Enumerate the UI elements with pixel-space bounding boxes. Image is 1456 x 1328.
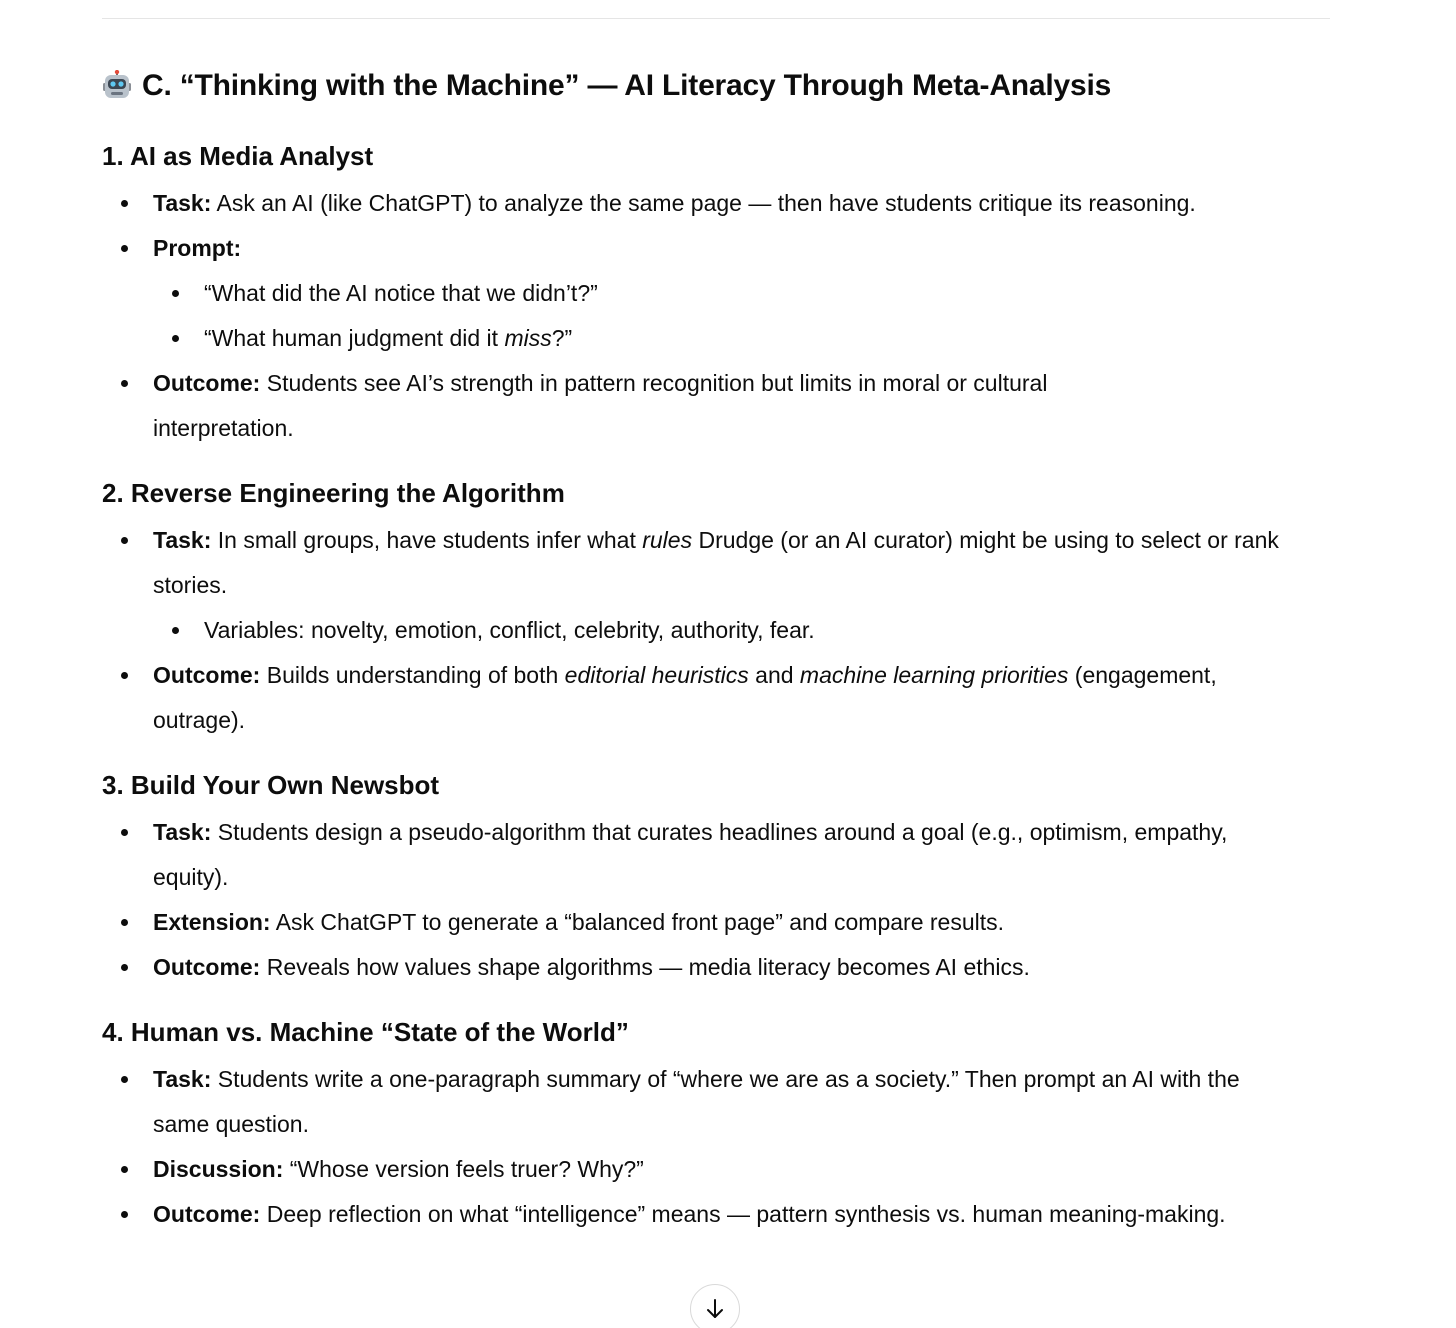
list-item	[102, 181, 1342, 226]
task-text-end: Drudge (or an AI curator) might be using to select or rank stories.	[153, 527, 1279, 598]
prompt-text: “What human judgment did it	[204, 325, 505, 351]
list-item: “What did the AI notice that we didn’t?”	[153, 271, 1342, 316]
section-3	[102, 768, 1342, 990]
discussion-text: “Whose version feels truer? Why?”	[283, 1156, 644, 1182]
outcome-italic: editorial heuristics	[564, 662, 749, 688]
prompt-label: Prompt:	[153, 235, 242, 261]
prompt-text-end: ?”	[551, 325, 573, 351]
main-heading-text: C. “Thinking with the Machine” — AI Literacy Through Meta-Analysis	[142, 69, 1112, 102]
task-label: Task:	[153, 819, 212, 845]
message-content	[102, 66, 1342, 1237]
discussion-label: Discussion:	[153, 1156, 284, 1182]
outcome-text: Deep reflection on what “intelligence” means — pattern synthesis vs. human meaning-making.	[260, 1201, 1226, 1227]
arrow-down-icon	[703, 1297, 727, 1321]
list-item: Variables: novelty, emotion, conflict, celebrity, authority, fear.	[153, 608, 1282, 653]
task-text: In small groups, have students infer what	[211, 527, 643, 553]
task-text: Students write a one-paragraph summary of “where we are as a society.” Then prompt an AI with the same question.	[153, 1066, 1240, 1137]
list-item	[102, 900, 1342, 945]
list-item	[102, 1147, 1342, 1192]
outcome-text: Reveals how values shape algorithms — media literacy becomes AI ethics.	[260, 954, 1030, 980]
section-2-title: 2. Reverse Engineering the Algorithm	[102, 478, 565, 508]
task-label: Task:	[153, 1066, 212, 1092]
outcome-text: Students see AI’s strength in pattern recognition but limits in moral or cultural interpretation.	[153, 370, 1048, 441]
section-2-list	[102, 518, 1342, 743]
list-item	[102, 653, 1342, 743]
section-3-title: 3. Build Your Own Newsbot	[102, 770, 440, 800]
list-item	[102, 361, 1342, 451]
section-1-title: 1. AI as Media Analyst	[102, 141, 374, 171]
list-item	[102, 1057, 1342, 1147]
section-3-list	[102, 810, 1342, 990]
list-item	[153, 316, 1342, 361]
section-4-list	[102, 1057, 1342, 1237]
extension-label: Extension:	[153, 909, 271, 935]
section-1-list	[102, 181, 1342, 451]
outcome-label: Outcome:	[153, 370, 261, 396]
robot-icon	[102, 70, 132, 100]
top-divider	[102, 18, 1330, 19]
section-4-title: 4. Human vs. Machine “State of the World”	[102, 1017, 629, 1047]
section-4	[102, 1015, 1342, 1237]
section-2	[102, 476, 1342, 743]
task-italic: rules	[642, 527, 693, 553]
task-text: Ask an AI (like ChatGPT) to analyze the same page — then have students critique its reasoning.	[211, 190, 1196, 216]
task-text: Students design a pseudo-algorithm that curates headlines around a goal (e.g., optimism, empathy, equity).	[153, 819, 1228, 890]
outcome-italic-2: machine learning priorities	[799, 662, 1069, 688]
outcome-text: Builds understanding of both	[260, 662, 565, 688]
prompt-sublist	[153, 271, 1342, 361]
outcome-label: Outcome:	[153, 662, 261, 688]
outcome-text-mid: and	[748, 662, 800, 688]
section-1	[102, 139, 1342, 451]
task-label: Task:	[153, 527, 212, 553]
outcome-label: Outcome:	[153, 1201, 261, 1227]
scroll-to-bottom-button[interactable]	[690, 1284, 740, 1328]
outcome-label: Outcome:	[153, 954, 261, 980]
variables-sublist	[153, 608, 1282, 653]
main-heading	[102, 66, 1342, 106]
extension-text: Ask ChatGPT to generate a “balanced front page” and compare results.	[270, 909, 1005, 935]
task-label: Task:	[153, 190, 212, 216]
list-item	[102, 226, 1342, 361]
list-item	[102, 945, 1342, 990]
prompt-italic: miss	[504, 325, 552, 351]
list-item	[102, 1192, 1342, 1237]
outcome-text-end: (engagement, outrage).	[153, 662, 1217, 733]
list-item	[102, 810, 1342, 900]
list-item	[102, 518, 1342, 653]
